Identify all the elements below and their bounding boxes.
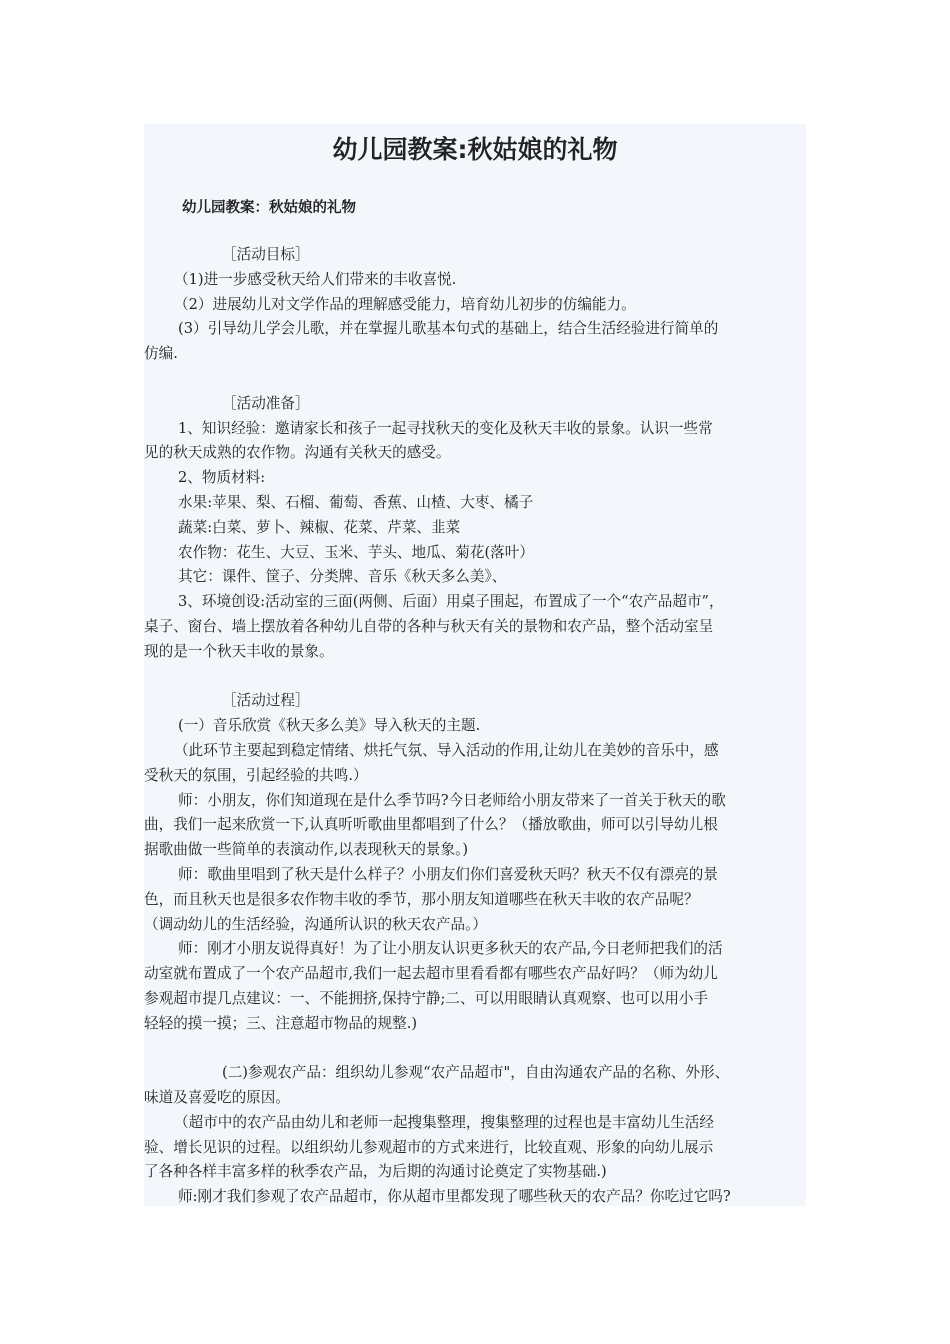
paragraph-line: ［活动准备］	[222, 394, 310, 412]
paragraph-line: （超市中的农产品由幼儿和老师一起搜集整理，搜集整理的过程也是丰富幼儿生活经	[174, 1113, 714, 1131]
paragraph-line: 师：歌曲里唱到了秋天是什么样子？小朋友们你们喜爱秋天吗？秋天不仅有漂亮的景	[178, 865, 718, 883]
paragraph-line: 师：小朋友，你们知道现在是什么季节吗?今日老师给小朋友带来了一首关于秋天的歌	[178, 791, 726, 809]
document-subtitle: 幼儿园教案：秋姑娘的礼物	[182, 200, 356, 216]
document-title: 幼儿园教案:秋姑娘的礼物	[332, 135, 618, 164]
paragraph-line: 味道及喜爱吃的原因。	[144, 1089, 290, 1107]
document-body	[144, 243, 814, 1210]
paragraph-line: 农作物：花生、大豆、玉米、芋头、地瓜、菊花(落叶）	[178, 543, 534, 561]
paragraph-line: (一）音乐欣赏《秋天多么美》导入秋天的主题.	[178, 717, 481, 735]
paragraph-line: 水果:苹果、梨、石榴、葡萄、香蕉、山楂、大枣、橘子	[178, 493, 534, 511]
paragraph-line: 验、增长见识的过程。以组织幼儿参观超市的方式来进行，比较直观、形象的向幼儿展示	[144, 1138, 714, 1156]
paragraph-line: 1、知识经验：邀请家长和孩子一起寻找秋天的变化及秋天丰收的景象。认识一些常	[178, 419, 713, 437]
paragraph-line: (3）引导幼儿学会儿歌，并在掌握儿歌基本句式的基础上，结合生活经验进行简单的	[178, 320, 719, 338]
paragraph-line: 3、环境创设:活动室的三面(两侧、后面）用桌子围起，布置成了一个“农产品超市”，	[178, 593, 724, 611]
blank-line	[144, 367, 814, 392]
paragraph-line: 桌子、窗台、墙上摆放着各种幼儿自带的各种与秋天有关的景物和农产品，整个活动室呈	[144, 617, 714, 635]
document-page	[144, 124, 806, 1206]
paragraph-line: （1)进一步感受秋天给人们带来的丰收喜悦.	[174, 270, 457, 288]
paragraph-line: 见的秋天成熟的农作物。沟通有关秋天的感受。	[144, 444, 451, 462]
blank-line	[144, 665, 814, 690]
paragraph-line: （2）进展幼儿对文学作品的理解感受能力，培育幼儿初步的仿编能力。	[174, 295, 636, 313]
paragraph-line: 现的是一个秋天丰收的景象。	[144, 642, 334, 660]
paragraph-line: ［活动过程］	[222, 692, 310, 710]
paragraph-line: 仿编.	[144, 345, 178, 363]
paragraph-line: （此环节主要起到稳定情绪、烘托气氛、导入活动的作用,让幼儿在美妙的音乐中，感	[174, 741, 719, 759]
paragraph-line: 据歌曲做一些简单的表演动作,以表现秋天的景象。)	[144, 841, 469, 859]
paragraph-line: （调动幼儿的生活经验，沟通所认识的秋天农产品。）	[144, 915, 487, 933]
paragraph-line: 其它：课件、筐子、分类牌、音乐《秋天多么美》、	[178, 568, 507, 586]
paragraph-line: 师：刚才小朋友说得真好！为了让小朋友认识更多秋天的农产品,今日老师把我们的活	[178, 940, 723, 958]
paragraph-line: 色，而且秋天也是很多农作物丰收的季节，那小朋友知道哪些在秋天丰收的农产品呢？	[144, 890, 699, 908]
paragraph-line: 2、物质材料:	[178, 469, 266, 487]
paragraph-line: (二)参观农产品：组织幼儿参观“农产品超市"，自由沟通农产品的名称、外形、	[222, 1064, 730, 1082]
paragraph-line: 了各种各样丰富多样的秋季农产品，为后期的沟通讨论奠定了实物基础.)	[144, 1163, 607, 1181]
paragraph-line: 轻轻的摸一摸；三、注意超市物品的规整.)	[144, 1014, 418, 1032]
paragraph-line: 曲，我们一起来欣赏一下,认真听听歌曲里都唱到了什么？（播放歌曲，师可以引导幼儿根	[144, 816, 718, 834]
paragraph-line: ［活动目标］	[222, 246, 310, 263]
paragraph-line: 师:刚才我们参观了农产品超市，你从超市里都发现了哪些秋天的农产品？你吃过它吗?	[178, 1188, 731, 1206]
paragraph-line: 动室就布置成了一个农产品超市,我们一起去超市里看看都有哪些农产品好吗？（师为幼儿	[144, 965, 718, 983]
blank-line	[144, 1037, 814, 1062]
paragraph-line: 参观超市提几点建议：一、不能拥挤,保持宁静;二、可以用眼睛认真观察、也可以用小手	[144, 989, 709, 1007]
paragraph-line: 蔬菜:白菜、萝卜、辣椒、花菜、芹菜、韭菜	[178, 518, 461, 536]
paragraph-line: 受秋天的氛围，引起经验的共鸣.）	[144, 766, 368, 784]
